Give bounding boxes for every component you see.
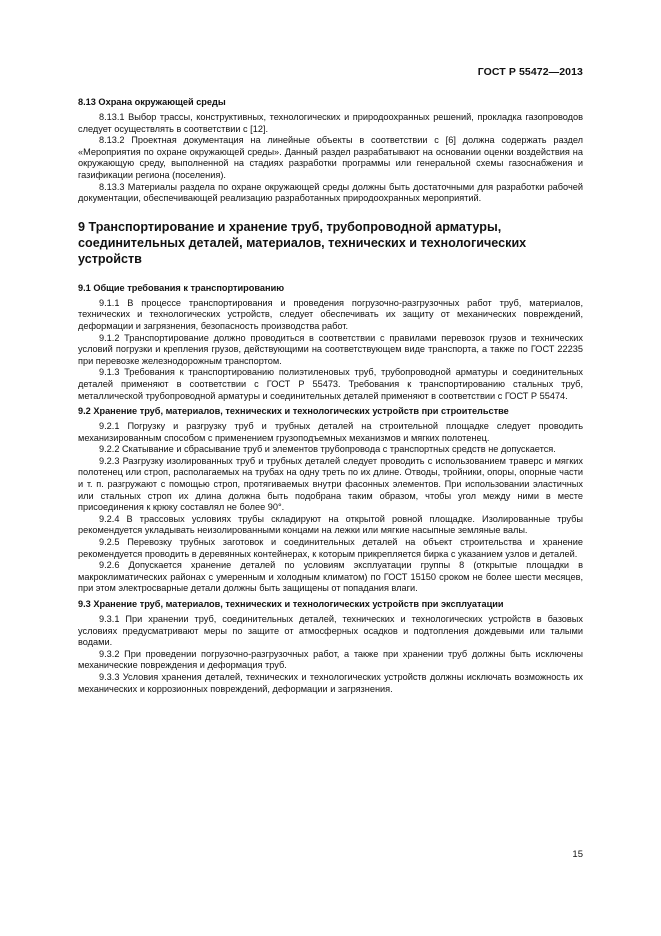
paragraph-8-13-1: 8.13.1 Выбор трассы, конструктивных, технологических и природоохранных решений, прокладка газопроводов следует осуществлять в соответствии с [12]. [78,112,583,134]
section-9-1-heading: 9.1 Общие требования к транспортированию [78,282,285,293]
paragraph-9-2-1: 9.2.1 Погрузку и разгрузку труб и трубных деталей на строительной площадке следует проводить механизированным способом с применением грузоподъемных механизмов и мягких полотенец. [78,421,583,443]
paragraph-9-1-2: 9.1.2 Транспортирование должно проводиться в соответствии с правилами перевозок грузов и технических условий погрузки и крепления грузов, действующими на соответствующем виде транспорта, а также по ГОСТ 22235 при перевозке железнодорожным транспортом. [78,332,583,366]
paragraph-9-2-5: 9.2.5 Перевозку трубных заготовок и соединительных деталей на объект строительства и хранение рекомендуется проводить в деревянных контейнерах, к которым прикрепляется бирка с указанием узлов и деталей. [78,537,583,559]
document-header: ГОСТ Р 55472—2013 [477,66,583,78]
paragraph-9-1-1: 9.1.1 В процессе транспортирования и проведения погрузочно-разгрузочных работ труб, материалов, технических и технологических устройств, следует обеспечивать их защиту от механических повреждений, деформации и загрязнения, безопасность производства работ. [78,297,583,331]
paragraph-9-2-4: 9.2.4 В трассовых условиях трубы складируют на открытой ровной площадке. Изолированные трубы рекомендуется укладывать неизолированными концами на лежки или мягкие насыпные земляные валы. [78,513,583,536]
section-9-2-heading: 9.2 Хранение труб, материалов, технических и технологических устройств при строительстве [78,406,509,417]
page-content [78,96,583,695]
paragraph-9-2-6: 9.2.6 Допускается хранение деталей по условиям эксплуатации группы 8 (открытые площадки в макроклиматических районах с умеренным и холодным климатом) по ГОСТ 15150 сроком не более шести месяцев, при этом электросварные детали должны быть защищены от попадания влаги. [78,560,583,594]
paragraph-9-3-1: 9.3.1 При хранении труб, соединительных деталей, технических и технологических устройств в базовых условиях предусматривают меры по защите от атмосферных осадков и подтопления дождевыми или талыми водами. [78,614,583,648]
section-9-heading: 9 Транспортирование и хранение труб, трубопроводной арматуры, соединительных деталей, материалов, технических и технологических устройств [78,219,527,266]
paragraph-9-2-2: 9.2.2 Скатывание и сбрасывание труб и элементов трубопровода с транспортных средств не допускается. [99,444,556,455]
paragraph-9-1-3: 9.1.3 Требования к транспортированию полиэтиленовых труб, трубопроводной арматуры и соединительных деталей применяют в соответствии с ГОСТ Р 55473. Требования к транспортированию стальных труб, металлической трубопроводной арматуры и соединительных деталей применяют в соответствии с ГОСТ Р 55474. [78,367,583,401]
section-9-3-heading: 9.3 Хранение труб, материалов, технических и технологических устройств при эксплуатации [78,599,504,609]
paragraph-9-2-3: 9.2.3 Разгрузку изолированных труб и трубных деталей следует проводить с использованием траверс и мягких полотенец или строп, располагаемых на трубах на одну треть по их длине. Отводы, тройники, опоры, опорные части и т. п. разгружают с помощью строп, протягиваемых внутри фасонных элементов. При использовании эластичных или стальных строп их длина должна быть подобрана таким образом, чтобы угол между ними в месте присоединения к крюку составлял не более 90°. [78,455,583,513]
paragraph-9-3-2: 9.3.2 При проведении погрузочно-разгрузочных работ, а также при хранении труб должны быть исключены механические повреждения и деформация труб. [78,648,583,671]
paragraph-8-13-3: 8.13.3 Материалы раздела по охране окружающей среды должны быть достаточными для разработки рабочей документации, обеспечивающей реализацию разработанных природоохранных мероприятий. [78,181,583,204]
page-number: 15 [572,849,583,860]
paragraph-8-13-2: 8.13.2 Проектная документация на линейные объекты в соответствии с [6] должна содержать раздел «Мероприятия по охране окружающей среды». Данный раздел разрабатывают на основании оценки воздействия на окружающую среду, выполненной на стадиях разработки программы или генеральной схемы газоснабжения и газификации региона (поселения). [78,135,583,180]
paragraph-9-3-3: 9.3.3 Условия хранения деталей, технических и технологических устройств должны исключать возможность их механических и коррозионных повреждений, деформации и загрязнения. [78,671,583,694]
section-8-13-heading: 8.13 Охрана окружающей среды [78,97,226,107]
